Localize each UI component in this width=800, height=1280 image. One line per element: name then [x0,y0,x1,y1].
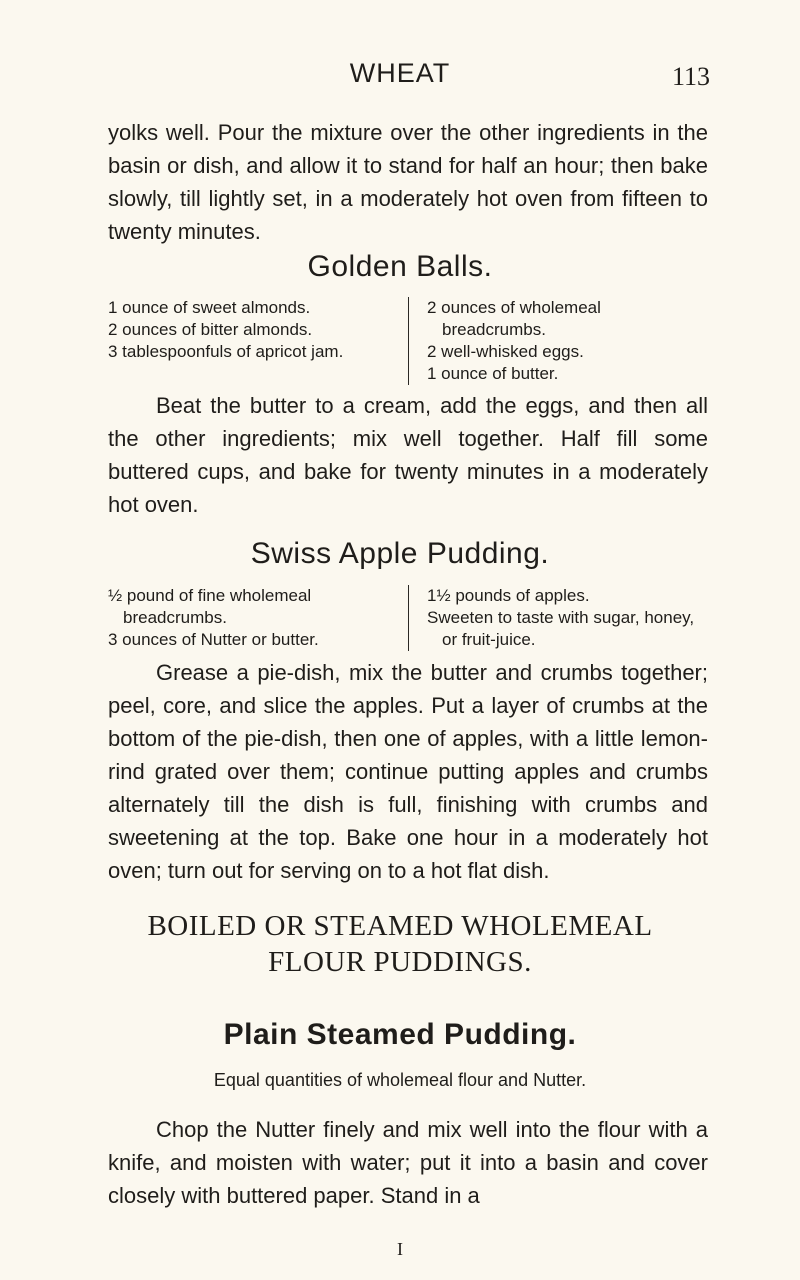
page-number: 113 [671,62,710,91]
running-head [0,58,800,98]
ingredient-item: 3 tablespoonfuls of apricot jam. [108,342,344,361]
recipe-title-swiss-apple-pudding: Swiss Apple Pudding. [250,537,550,570]
method-swiss-apple-pudding: Grease a pie-dish, mix the butter and crumbs together; peel, core, and slice the apples. Put a layer of crumbs at the bottom of the pie-dish, then one of apples, with a little lemon-rind grated over them; continue putting apples and crumbs alternately till the dish is full, finishing with crumbs and sweetening at the top. Bake one hour in a moderately hot oven; turn out for serving on to a hot flat dish. [108,660,708,883]
ingredients-right-column [408,585,708,651]
ingredient-item: 2 well-whisked eggs. [427,342,584,361]
section-heading-line: BOILED OR STEAMED WHOLEMEAL [147,910,653,942]
signature-mark: I [397,1239,403,1259]
ingredient-item: 1 ounce of sweet almonds. [108,298,311,317]
ingredient-item: 3 ounces of Nutter or butter. [108,630,319,649]
ingredients-left-column [108,297,408,385]
ingredients-swiss-apple-pudding [108,585,708,651]
ingredient-item: 2 ounces of bitter almonds. [108,320,313,339]
recipe-title-golden-balls: Golden Balls. [307,250,493,283]
recipe-subtitle: Equal quantities of wholemeal flour and Nutter. [213,1070,587,1090]
section-heading [0,908,800,980]
recipe-title-plain-steamed-pudding: Plain Steamed Pudding. [223,1018,577,1051]
ingredients-golden-balls [108,297,708,385]
ingredients-left-column [108,585,408,651]
ingredient-item: ½ pound of fine wholemeal breadcrumbs. [108,586,312,627]
method-plain-steamed-pudding: Chop the Nutter finely and mix well into the flour with a knife, and moisten with water; put it into a basin and cover closely with buttered paper. Stand in a [108,1117,708,1208]
ingredient-item: Sweeten to taste with sugar, honey, or fruit-juice. [427,608,695,649]
running-title: WHEAT [349,58,451,88]
opening-paragraph: yolks well. Pour the mixture over the other ingredients in the basin or dish, and allow it to stand for half an hour; then bake slowly, till lightly set, in a moderately hot oven from fifteen to twenty minutes. [108,120,708,244]
ingredient-item: 2 ounces of wholemeal breadcrumbs. [427,298,601,339]
ingredient-item: 1½ pounds of apples. [427,586,590,605]
section-heading-line: FLOUR PUDDINGS. [268,946,532,978]
ingredient-item: 1 ounce of butter. [427,364,559,383]
method-golden-balls: Beat the butter to a cream, add the eggs, and then all the other ingredients; mix well together. Half fill some buttered cups, and bake for twenty minutes in a moderately hot oven. [108,393,708,517]
ingredients-right-column [408,297,708,385]
